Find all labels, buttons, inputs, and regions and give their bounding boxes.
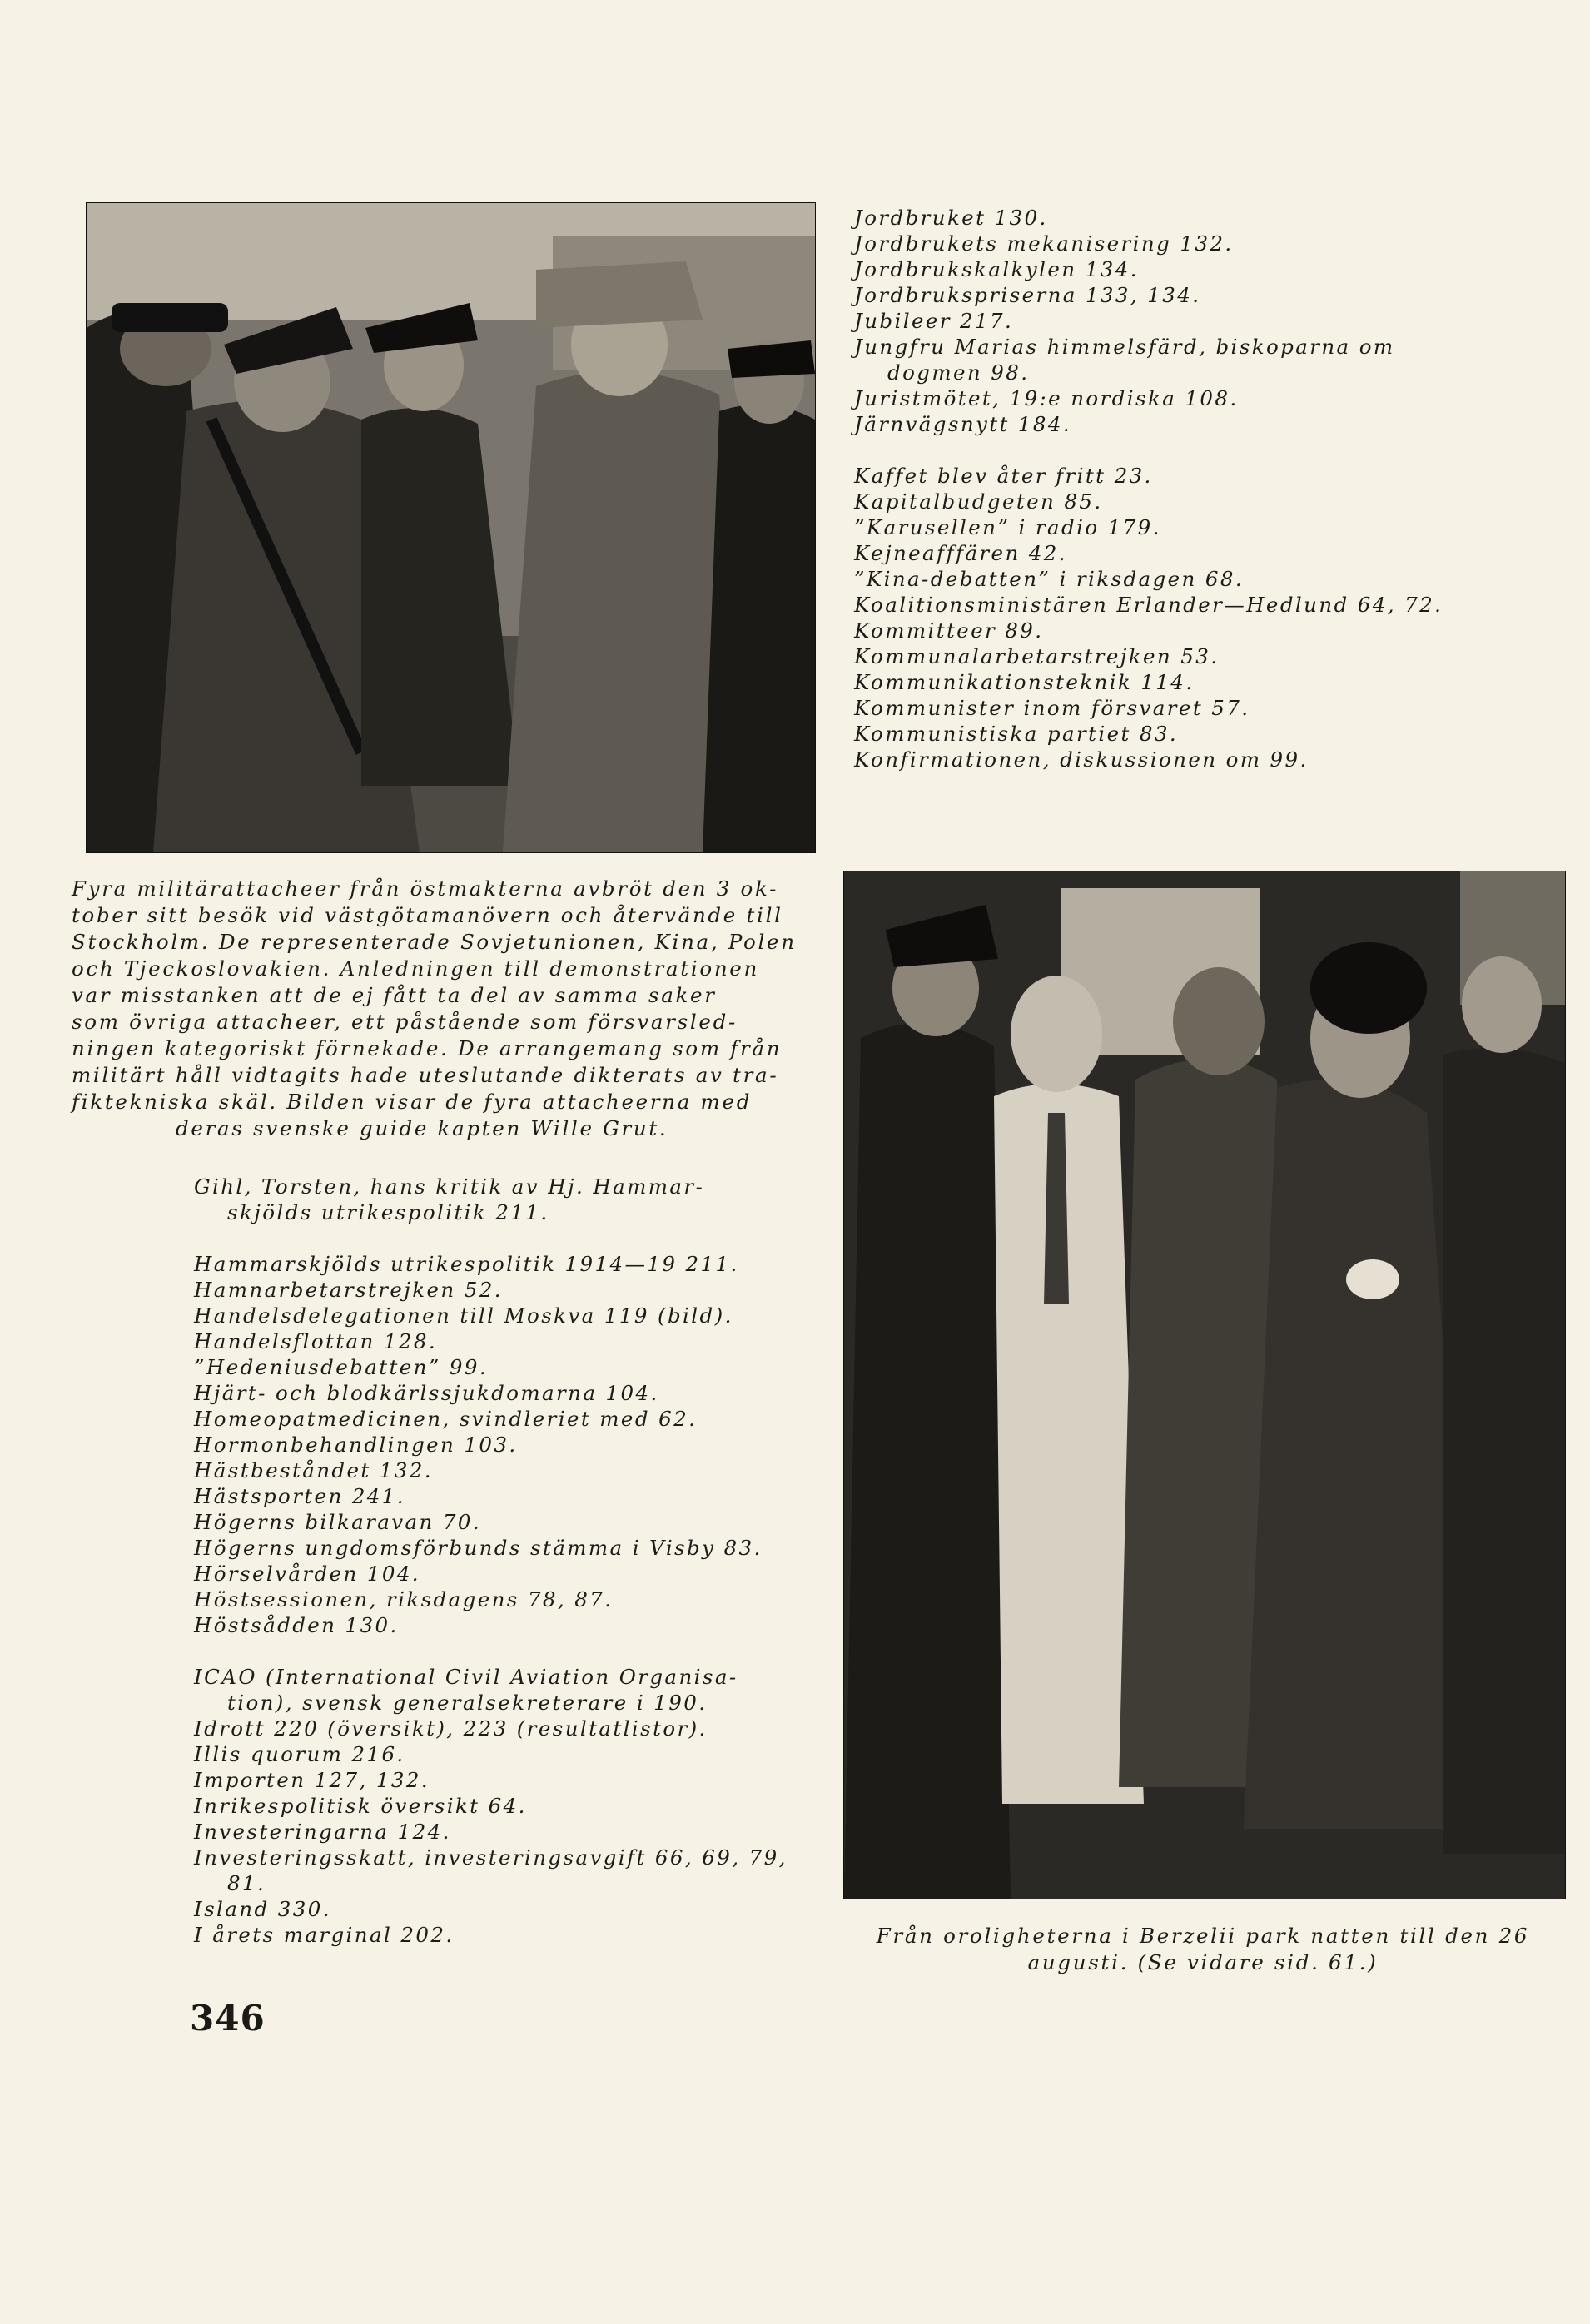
index-group [194,1174,810,1225]
caption-military-attaches [72,876,812,1142]
index-entry [194,1664,810,1716]
index-entry: Investeringarna 124. [194,1820,451,1844]
index-entry: Kommunister inom försvaret 57. [854,696,1250,720]
index-entry: I årets marginal 202. [194,1923,455,1947]
index-entry: Kapitalbudgeten 85. [854,489,1103,514]
index-entry-continuation: tion), svensk generalsekreterare i 190. [227,1691,708,1715]
index-entry: Jordbrukskalkylen 134. [854,257,1139,281]
index-entry: Konfirmationen, diskussionen om 99. [854,747,1309,772]
index-entry: Hästbeståndet 132. [194,1458,433,1482]
caption-line: ningen kategoriskt förnekade. De arrangemang som från [72,1036,783,1060]
index-entry [194,1845,810,1896]
index-entry: Högerns bilkaravan 70. [194,1510,482,1534]
index-entry [194,1174,810,1225]
index-entry-main: Jungfru Marias himmelsfärd, biskoparna om [854,335,1395,359]
caption-line: Fyra militärattacheer från östmakterna avbröt den 3 ok- [72,876,779,901]
index-entry: Kommunikationsteknik 114. [854,670,1195,694]
photo-berzelii-park-image [844,872,1565,1899]
caption-line: som övriga attacheer, ett påstående som försvarsled- [72,1010,738,1034]
index-entry: Importen 127, 132. [194,1768,430,1792]
caption-line: Från oroligheterna i Berzelii park natten till den 26 [876,1924,1530,1948]
photo-berzelii-park [843,871,1566,1899]
index-entry: Hörselvården 104. [194,1562,420,1586]
index-entry: Högerns ungdomsförbunds stämma i Visby 83. [194,1536,763,1560]
index-group [194,1251,810,1638]
index-column-right [854,205,1562,798]
index-entry: Jordbrukspriserna 133, 134. [854,283,1201,307]
index-column-left [194,1174,810,1974]
caption-line: Stockholm. De representerade Sovjetunionen, Kina, Polen [72,930,797,954]
index-entry: Hjärt- och blodkärlssjukdomarna 104. [194,1381,659,1405]
photo-military-attaches-image [87,203,815,852]
index-entry-main: Investeringsskatt, investeringsavgift 66, 69, 79, [194,1845,788,1870]
index-entry: ”Kina-debatten” i riksdagen 68. [854,567,1245,591]
index-entry: Jordbrukets mekanisering 132. [854,231,1234,256]
index-entry: Kommunistiska partiet 83. [854,722,1179,746]
index-entry: Höstsessionen, riksdagens 78, 87. [194,1587,614,1611]
index-entry: Idrott 220 (översikt), 223 (resultatlistor). [194,1716,708,1741]
index-group [194,1664,810,1948]
index-entry: Juristmötet, 19:e nordiska 108. [854,386,1239,410]
caption-line: var misstanken att de ej fått ta del av samma saker [72,983,717,1007]
index-entry: Kommitteer 89. [854,618,1044,643]
index-entry: Island 330. [194,1897,331,1921]
index-entry: ”Karusellen” i radio 179. [854,515,1161,539]
caption-line: deras svenske guide kapten Wille Grut. [176,1116,668,1140]
index-entry-continuation: skjölds utrikespolitik 211. [227,1200,549,1224]
caption-line: tober sitt besök vid västgötamanövern och återvände till [72,903,783,927]
index-entry: ”Hedeniusdebatten” 99. [194,1355,489,1379]
index-entry: Koalitionsministären Erlander—Hedlund 64, 72. [854,593,1443,617]
index-entry: Hammarskjölds utrikespolitik 1914—19 211. [194,1252,739,1276]
index-entry: Hästsporten 241. [194,1484,405,1508]
index-entry: Handelsdelegationen till Moskva 119 (bild). [194,1304,733,1328]
index-entry: Hamnarbetarstrejken 52. [194,1278,503,1302]
caption-berzelii-park [837,1923,1569,1976]
index-entry: Jubileer 217. [854,309,1014,333]
page-number: 346 [190,1998,266,2038]
index-entry-continuation: dogmen 98. [887,360,1030,385]
index-entry-continuation: 81. [227,1871,266,1895]
index-entry: Jordbruket 130. [854,206,1048,230]
index-entry [854,334,1562,385]
index-entry: Kejneafffären 42. [854,541,1067,565]
index-entry: Kommunalarbetarstrejken 53. [854,644,1220,668]
index-entry: Homeopatmedicinen, svindleriet med 62. [194,1407,698,1431]
index-entry: Handelsflottan 128. [194,1329,438,1353]
index-entry: Illis quorum 216. [194,1742,405,1766]
index-entry: Järnvägsnytt 184. [854,412,1072,436]
index-entry: Kaffet blev åter fritt 23. [854,464,1153,488]
caption-line: fiktekniska skäl. Bilden visar de fyra attacheerna med [72,1090,753,1114]
caption-line: och Tjeckoslovakien. Anledningen till demonstrationen [72,956,759,981]
index-group [854,463,1562,772]
index-entry: Inrikespolitisk översikt 64. [194,1794,527,1818]
index-entry: Hormonbehandlingen 103. [194,1433,518,1457]
index-group [854,205,1562,437]
photo-military-attaches [86,202,816,853]
index-entry-main: ICAO (International Civil Aviation Organisa- [194,1665,738,1689]
caption-line: augusti. (Se vidare sid. 61.) [1027,1950,1379,1974]
caption-line: militärt håll vidtagits hade uteslutande dikterats av tra- [72,1063,779,1087]
index-entry: Höstsådden 130. [194,1613,399,1637]
index-entry-main: Gihl, Torsten, hans kritik av Hj. Hammar- [194,1174,705,1199]
